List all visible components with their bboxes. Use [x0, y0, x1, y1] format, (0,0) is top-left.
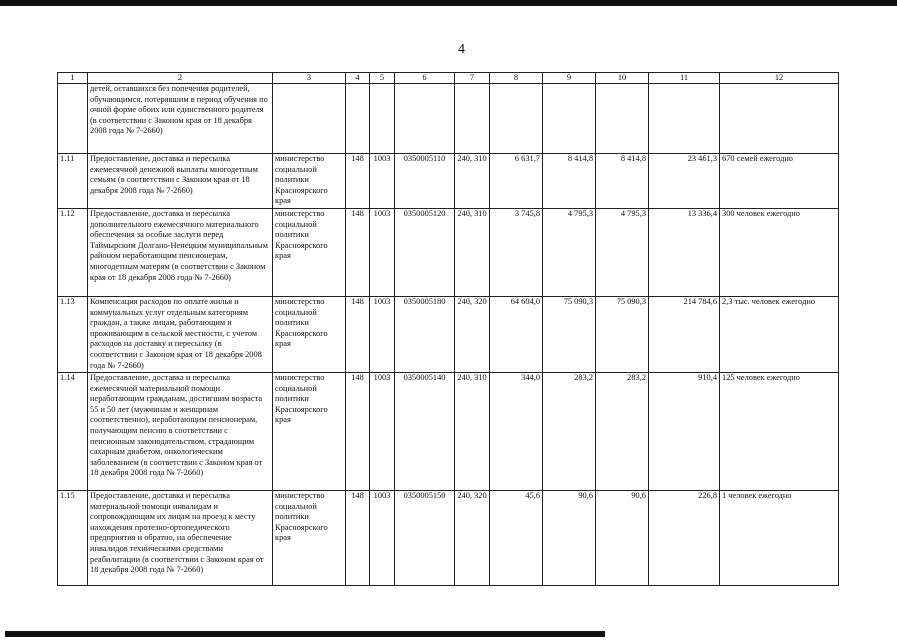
measure-name: Предоставление, доставка и пересылка материальной помощи инвалидам и сопровождающим их лицам на проезд к месту нахождения протезно-ортопедического предприятия и обратно, на обеспечение инвалидов техническими средствами реабилитации (в соответствии с Законом края от 18 декабря 2008 года № 7-2660) [88, 491, 273, 586]
expected-result: 300 человек ежегодно [720, 209, 839, 297]
rzpr-code: 1003 [370, 209, 395, 297]
amount-year-3 [596, 84, 649, 154]
vr-code: 240, 310 [455, 373, 490, 491]
rzpr-code: 1003 [370, 491, 395, 586]
row-number [58, 84, 88, 154]
amount-total: 23 461,3 [649, 154, 720, 209]
amount-year-1 [490, 84, 543, 154]
executor: министерство социальной политики Красноярского края [273, 297, 346, 373]
table-row [58, 84, 839, 154]
csr-code: 0350005110 [395, 154, 455, 209]
grbs-code: 148 [346, 209, 370, 297]
column-header: 7 [455, 73, 490, 84]
row-number: 1.15 [58, 491, 88, 586]
expected-result [720, 84, 839, 154]
grbs-code: 148 [346, 373, 370, 491]
amount-year-1: 344,0 [490, 373, 543, 491]
amount-year-2: 90,6 [543, 491, 596, 586]
rzpr-code: 1003 [370, 297, 395, 373]
measure-name: Предоставление, доставка и пересылка ежемесячной материальной помощи неработающим гражданам, достигшим возраста 55 и 50 лет (мужчинам и женщинам соответственно), неработающим пенсионерам, получающим пенсию в соответствии с пенсионным законодательством, страдающим сахарным диабетом, онкологическим заболеванием (в соответствии с Законом края от 18 декабря 2008 года № 7-2660) [88, 373, 273, 491]
expected-result: 1 человек ежегодно [720, 491, 839, 586]
amount-year-3: 4 795,3 [596, 209, 649, 297]
column-header: 2 [88, 73, 273, 84]
executor: министерство социальной политики Красноярского края [273, 491, 346, 586]
executor: министерство социальной политики Красноярского края [273, 154, 346, 209]
amount-year-1: 64 604,0 [490, 297, 543, 373]
amount-year-1: 45,6 [490, 491, 543, 586]
vr-code: 240, 310 [455, 209, 490, 297]
expected-result: 670 семей ежегодно [720, 154, 839, 209]
amount-year-3: 283,2 [596, 373, 649, 491]
grbs-code: 148 [346, 297, 370, 373]
row-number: 1.12 [58, 209, 88, 297]
column-header: 1 [58, 73, 88, 84]
rzpr-code [370, 84, 395, 154]
csr-code: 0350005150 [395, 491, 455, 586]
csr-code: 0350005140 [395, 373, 455, 491]
table-row [58, 154, 839, 209]
csr-code [395, 84, 455, 154]
vr-code: 240, 320 [455, 297, 490, 373]
column-header: 3 [273, 73, 346, 84]
row-number: 1.11 [58, 154, 88, 209]
program-table [57, 72, 839, 586]
csr-code: 0350005120 [395, 209, 455, 297]
column-header: 10 [596, 73, 649, 84]
column-header: 4 [346, 73, 370, 84]
amount-year-2: 283,2 [543, 373, 596, 491]
row-number: 1.13 [58, 297, 88, 373]
rzpr-code: 1003 [370, 154, 395, 209]
amount-year-1: 6 631,7 [490, 154, 543, 209]
vr-code: 240, 310 [455, 154, 490, 209]
page-number: 4 [458, 42, 465, 57]
expected-result: 125 человек ежегодно [720, 373, 839, 491]
amount-total: 13 336,4 [649, 209, 720, 297]
column-header: 8 [490, 73, 543, 84]
grbs-code: 148 [346, 154, 370, 209]
table-row [58, 491, 839, 586]
csr-code: 0350005180 [395, 297, 455, 373]
table-row [58, 209, 839, 297]
table-row [58, 297, 839, 373]
column-header: 12 [720, 73, 839, 84]
column-header: 9 [543, 73, 596, 84]
column-header: 11 [649, 73, 720, 84]
table-row [58, 373, 839, 491]
amount-total [649, 84, 720, 154]
amount-total: 214 784,6 [649, 297, 720, 373]
measure-name: Предоставление, доставка и пересылка ежемесячной денежной выплаты многодетным семьям (в соответствии с Законом края от 18 декабря 2008 года № 7-2660) [88, 154, 273, 209]
vr-code: 240, 320 [455, 491, 490, 586]
rzpr-code: 1003 [370, 373, 395, 491]
amount-year-2: 75 090,3 [543, 297, 596, 373]
amount-year-3: 8 414,8 [596, 154, 649, 209]
row-number: 1.14 [58, 373, 88, 491]
executor: министерство социальной политики Красноярского края [273, 209, 346, 297]
amount-total: 226,8 [649, 491, 720, 586]
column-header: 5 [370, 73, 395, 84]
measure-name: Предоставление, доставка и пересылка дополнительного ежемесячного материального обеспечения за особые заслуги перед Таймырским Долгано-Ненецким муниципальным районом неработающим пенсионерам, многодетным матерям (в соответствии с Законом края от 18 декабря 2008 года № 7-2660) [88, 209, 273, 297]
amount-year-2 [543, 84, 596, 154]
measure-name: детей, оставшихся без попечения родителей, обучающимся, потерявшим в период обучения по очной форме обоих или единственного родителя (в соответствии с Законом края от 18 декабря 2008 года № 7-2660) [88, 84, 273, 154]
amount-year-3: 90,6 [596, 491, 649, 586]
grbs-code: 148 [346, 491, 370, 586]
amount-year-1: 3 745,8 [490, 209, 543, 297]
scan-top-border [0, 0, 897, 6]
amount-year-2: 8 414,8 [543, 154, 596, 209]
amount-year-3: 75 090,3 [596, 297, 649, 373]
amount-total: 910,4 [649, 373, 720, 491]
executor [273, 84, 346, 154]
column-header: 6 [395, 73, 455, 84]
scan-bottom-border [5, 631, 605, 637]
expected-result: 2,3 тыс. человек ежегодно [720, 297, 839, 373]
grbs-code [346, 84, 370, 154]
amount-year-2: 4 795,3 [543, 209, 596, 297]
header-row [58, 73, 839, 84]
executor: министерство социальной политики Красноярского края [273, 373, 346, 491]
measure-name: Компенсация расходов по оплате жилья и коммунальных услуг отдельным категориям граждан, а также лицам, работающим и проживающим в сельской местности, с учетом расходов на доставку и пересылку (в соответствии с Законом края от 18 декабря 2008 года № 7-2660) [88, 297, 273, 373]
vr-code [455, 84, 490, 154]
